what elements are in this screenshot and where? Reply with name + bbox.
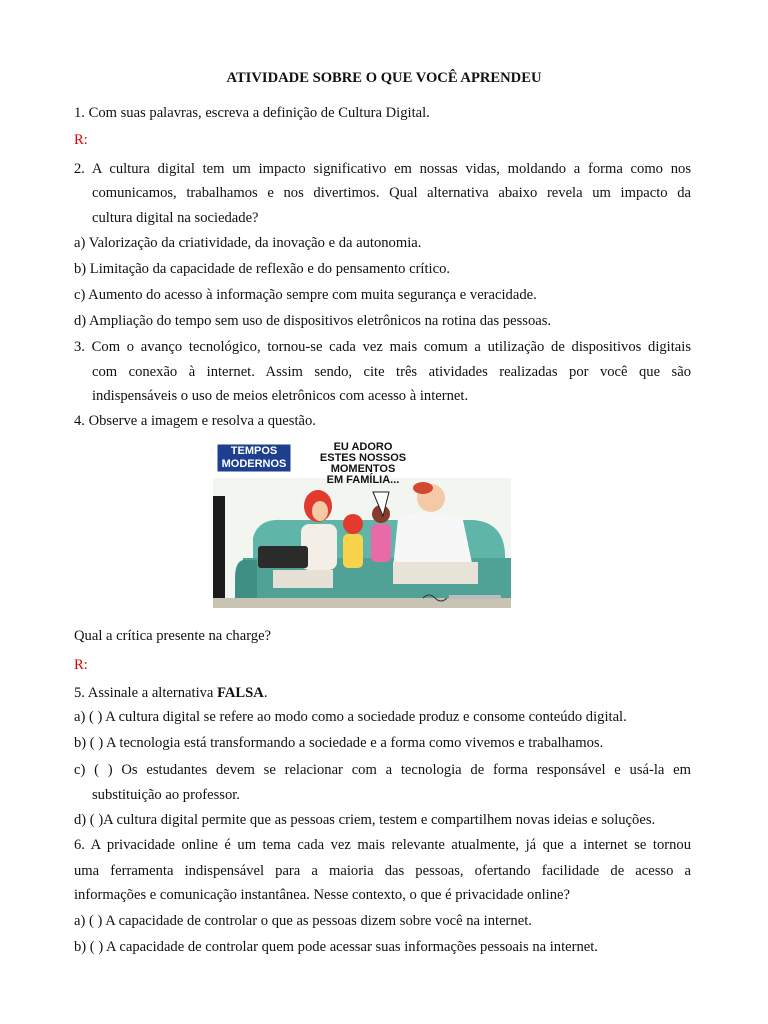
question-2-line-1: 2. A cultura digital tem um impacto significativo em nossas vidas, moldando a forma como nos bbox=[74, 161, 691, 177]
question-5 bbox=[74, 684, 691, 702]
question-6-line-2: uma ferramenta indispensável para a maioria das pessoas, ofertando facilidade de acesso a bbox=[74, 863, 691, 879]
page-title: ATIVIDADE SOBRE O QUE VOCÊ APRENDEU bbox=[226, 70, 542, 86]
q6-option-a: a) ( ) A capacidade de controlar o que as pessoas dizem sobre você na internet. bbox=[74, 913, 532, 929]
q5-option-c-line-2: substituição ao professor. bbox=[92, 787, 240, 803]
speech-line-4: EM FAMÍLIA... bbox=[326, 474, 400, 486]
question-1: 1. Com suas palavras, escreva a definição de Cultura Digital. bbox=[74, 105, 430, 121]
question-4-prompt: Qual a crítica presente na charge? bbox=[74, 628, 272, 644]
q5-option-d: d) ( )A cultura digital permite que as pessoas criem, testem e compartilhem novas ideias e soluções. bbox=[74, 812, 656, 828]
speech-bubble bbox=[303, 442, 423, 486]
question-4: 4. Observe a imagem e resolva a questão. bbox=[74, 413, 316, 429]
question-6-line-3: informações e comunicação instantânea. Nesse contexto, o que é privacidade online? bbox=[74, 887, 570, 903]
speech-line-1: EU ADORO bbox=[333, 441, 393, 453]
question-6-line-1: 6. A privacidade online é um tema cada vez mais relevante atualmente, já que a internet se tornou bbox=[74, 837, 691, 853]
q2-option-d: d) Ampliação do tempo sem uso de dispositivos eletrônicos na rotina das pessoas. bbox=[74, 313, 552, 329]
q5-option-b: b) ( ) A tecnologia está transformando a sociedade e a forma como vivemos e trabalhamos. bbox=[74, 735, 604, 751]
speech-line-3: MOMENTOS bbox=[330, 463, 396, 475]
q5-option-a: a) ( ) A cultura digital se refere ao modo como a sociedade produz e consome conteúdo digital. bbox=[74, 709, 627, 725]
question-5-prefix: 5. Assinale a alternativa bbox=[74, 685, 218, 701]
q2-option-a: a) Valorização da criatividade, da inovação e da autonomia. bbox=[74, 235, 422, 251]
speech-line-2: ESTES NOSSOS bbox=[319, 452, 407, 464]
family-cartoon-image bbox=[213, 438, 511, 608]
question-3-line-2: com conexão à internet. Assim sendo, cite três atividades realizadas por você que são bbox=[92, 364, 691, 380]
question-5-emphasis: FALSA bbox=[217, 685, 264, 701]
question-3-line-3: indispensáveis o uso de meios eletrônicos com acesso à internet. bbox=[92, 388, 469, 404]
badge-line-2: MODERNOS bbox=[221, 458, 287, 470]
badge-line-1: TEMPOS bbox=[230, 445, 278, 457]
question-2-line-2: comunicamos, trabalhamos e nos divertimos. Qual alternativa abaixo revela um impacto da bbox=[92, 185, 691, 201]
question-5-suffix: . bbox=[263, 685, 268, 701]
answer-label-4: R: bbox=[74, 657, 88, 673]
q2-option-b: b) Limitação da capacidade de reflexão e do pensamento crítico. bbox=[74, 261, 451, 277]
question-2-line-3: cultura digital na sociedade? bbox=[92, 210, 259, 226]
question-3-line-1: 3. Com o avanço tecnológico, tornou-se cada vez mais comum a utilização de dispositivos digitais bbox=[74, 339, 691, 355]
tempos-modernos-badge bbox=[217, 445, 291, 471]
q5-option-c-line-1: c) ( ) Os estudantes devem se relacionar com a tecnologia de forma responsável e usá-la em bbox=[74, 762, 691, 778]
q6-option-b: b) ( ) A capacidade de controlar quem pode acessar suas informações pessoais na internet. bbox=[74, 939, 598, 955]
q2-option-c: c) Aumento do acesso à informação sempre com muita segurança e veracidade. bbox=[74, 287, 537, 303]
answer-label-1: R: bbox=[74, 132, 88, 148]
